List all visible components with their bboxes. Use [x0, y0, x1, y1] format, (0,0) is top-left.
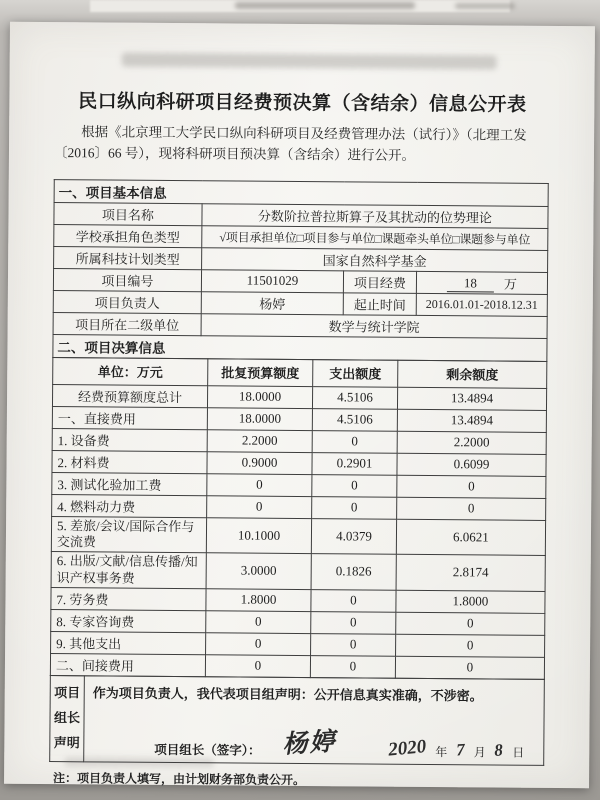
budget-row-label: 2. 材料费 [52, 450, 207, 473]
budget-cell: 0 [207, 474, 312, 497]
budget-cell: 6.0621 [396, 519, 545, 556]
leader-label: 项目负责人 [53, 290, 201, 313]
budget-cell: 0.9000 [207, 452, 312, 475]
budget-cell: 0 [311, 589, 396, 612]
budget-cell: 0 [206, 633, 311, 656]
year-unit: 年 [435, 744, 448, 760]
budget-cell: 0 [397, 475, 546, 498]
budget-row-label: 3. 测试化验加工费 [52, 472, 207, 495]
budget-cell: 2.2000 [207, 430, 312, 453]
basic-info-table [52, 179, 548, 362]
budget-cell: 2.2000 [397, 431, 546, 454]
budget-cell: 0 [207, 496, 312, 519]
budget-cell: 2.8174 [396, 555, 545, 592]
col-header-remaining: 剩余额度 [398, 360, 547, 388]
budget-cell: 0 [311, 611, 396, 634]
col-header-approved: 批复预算额度 [208, 359, 313, 387]
budget-cell: 4.0379 [311, 518, 396, 554]
date-year: 2020 [387, 735, 428, 761]
role-type-value: √项目承担单位□项目参与单位□课题牵头单位□课题参与单位 [202, 226, 548, 251]
budget-cell: 0.2901 [312, 452, 397, 475]
budget-cell: 0 [397, 497, 546, 520]
budget-table [50, 357, 547, 680]
date-day: 8 [494, 740, 504, 760]
budget-cell: 18.0000 [207, 386, 312, 409]
budget-cell: 1.8000 [396, 590, 545, 613]
budget-cell: 3.0000 [206, 553, 311, 589]
project-code-value: 11501029 [201, 270, 343, 293]
budget-row-label: 7. 劳务费 [51, 587, 206, 610]
bleed-through-mark [235, 2, 415, 9]
budget-cell: 13.4894 [397, 387, 546, 410]
page-title: 民口纵向科研项目经费预决算（含结余）信息公开表 [78, 91, 527, 116]
footnote: 注：项目负责人填写，由计划财务部负责公开。 [53, 770, 306, 787]
budget-row-label: 经费预算额度总计 [52, 384, 207, 407]
budget-cell: 0.6099 [397, 453, 546, 476]
month-unit: 月 [473, 745, 486, 760]
project-name-label: 项目名称 [54, 202, 202, 225]
dept-label: 项目所在二级单位 [53, 312, 201, 335]
form-content [49, 22, 551, 790]
budget-row-label: 8. 专家咨询费 [51, 609, 206, 632]
budget-cell: 0 [206, 611, 311, 634]
budget-cell: 0 [205, 655, 310, 678]
budget-cell: 0 [395, 656, 544, 679]
scanned-paper [4, 22, 595, 789]
budget-cell: 4.5106 [312, 386, 397, 409]
fund-amount: 18 [447, 275, 494, 292]
statement-body [84, 676, 545, 766]
fund-label: 项目经费 [343, 271, 416, 294]
budget-cell: 1.8000 [206, 589, 311, 612]
dept-value: 数学与统计学院 [201, 314, 547, 339]
fund-unit: 万 [503, 276, 518, 292]
sign-label: 项目组长（签字）： [154, 742, 261, 758]
handwritten-signature: 杨婷 [281, 728, 338, 759]
budget-cell: 18.0000 [207, 408, 312, 431]
section1-heading: 一、项目基本信息 [54, 179, 548, 206]
project-name-value: 分数阶拉普拉斯算子及其扰动的位势理论 [202, 204, 548, 229]
col-header-unit: 单位：万元 [53, 357, 208, 385]
bleed-through-mark [455, 3, 515, 9]
budget-row-label: 6. 出版/文献/信息传播/知识产权事务费 [51, 552, 206, 589]
role-type-label: 学校承担角色类型 [54, 224, 202, 247]
col-header-spent: 支出额度 [313, 359, 398, 387]
budget-row-label: 5. 差旅/会议/国际合作与交流费 [51, 516, 206, 553]
period-value: 2016.01.01-2018.12.31 [416, 293, 547, 316]
signature-line [92, 721, 535, 760]
intro-paragraph: 根据《北京理工大学民口纵向科研项目及经费管理办法（试行）》（北理工发〔2016〕66 号），现将科研项目预决算（含结余）进行公开。 [53, 124, 527, 163]
handwritten-date [387, 735, 529, 761]
date-month: 7 [455, 739, 466, 760]
statement-table [49, 675, 545, 766]
statement-label: 项目 组长 声明 [50, 675, 85, 761]
budget-cell: 10.1000 [206, 518, 311, 554]
budget-row-label: 9. 其他支出 [51, 631, 206, 654]
period-label: 起止时间 [343, 293, 416, 316]
budget-cell: 4.5106 [312, 408, 397, 431]
budget-cell: 0 [310, 655, 395, 678]
budget-cell: 0 [312, 474, 397, 497]
section2-heading: 二、项目决算信息 [53, 334, 547, 361]
budget-cell: 0 [312, 496, 397, 519]
plan-type-label: 所属科技计划类型 [54, 246, 202, 269]
budget-cell: 0 [396, 634, 545, 657]
budget-cell: 0 [312, 430, 397, 453]
leader-name: 杨婷 [201, 292, 343, 315]
budget-cell: 0.1826 [311, 554, 396, 590]
budget-row-label: 二、间接费用 [50, 653, 205, 676]
budget-cell: 0 [311, 633, 396, 656]
fund-cell [416, 271, 547, 294]
budget-row-label: 1. 设备费 [52, 428, 207, 451]
day-unit: 日 [512, 745, 525, 760]
budget-cell: 0 [396, 612, 545, 635]
budget-row-label: 4. 燃料动力费 [52, 494, 207, 517]
plan-type-value: 国家自然科学基金 [202, 248, 548, 273]
budget-row-label: 一、直接费用 [52, 406, 207, 429]
project-code-label: 项目编号 [53, 268, 201, 291]
budget-cell: 13.4894 [397, 409, 546, 432]
declaration-text: 作为项目负责人，我代表项目组声明：公开信息真实准确，不涉密。 [92, 685, 483, 704]
